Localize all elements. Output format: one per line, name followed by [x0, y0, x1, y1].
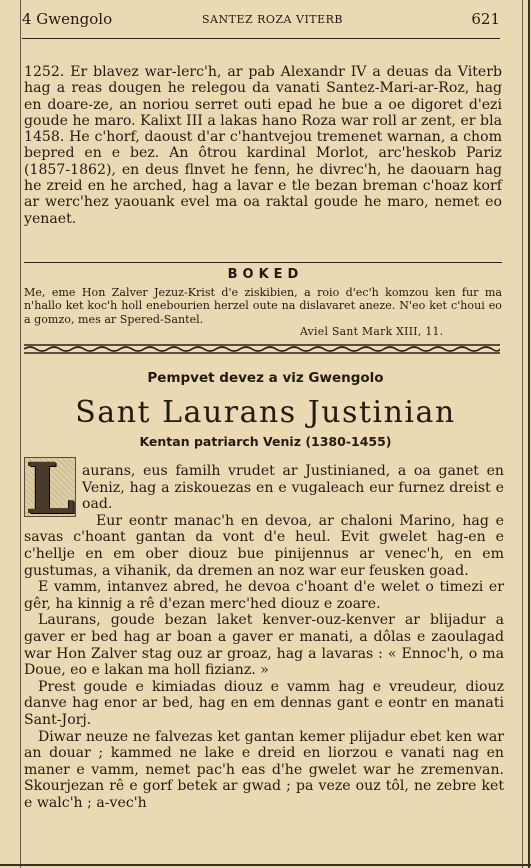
- boked-quote: Me, eme Hon Zalver Jezuz-Krist d'e ziskibien, a roio d'ec'h komzou ken fur ma n'hallo ket koc'h holl enebourien herzel oute na dislavaret aneze. N'eo ket c'houi eo a gomzo, mes ar Spered-Santel.: [24, 286, 502, 326]
- footer-rule: [0, 864, 531, 866]
- body-paragraph-text: aurans, eus familh vrudet ar Justinianed, a oa ganet en Veniz, hag a ziskouezas en e vugaleach eur furnez dreist e oad.: [82, 463, 504, 513]
- quote-reference: Aviel Sant Mark XIII, 11.: [300, 325, 444, 338]
- header-rule: [22, 38, 500, 39]
- header-title: SANTEZ ROZA VITERB: [202, 13, 344, 26]
- drop-cap-letter: L: [26, 447, 76, 530]
- section-rule: [24, 262, 502, 263]
- intro-paragraph: 1252. Er blavez war-lerc'h, ar pab Alexandr IV a deuas da Viterb hag a reas dougen he relegou da vanati Santez-Mari-ar-Roz, hag en doare-ze, an noriou serret outi epad he bue a oe digoret d'ezi goude he maro. Kalixt III a lakas hano Roza war roll ar zent, er bla 1458. He c'horf, daoust d'ar c'hantvejou tremenet warnan, a chom bepred en e bez. An ôtrou kardinal Morlot, arc'heskob Pariz (1857-1862), en deus flnvet he fenn, he divrec'h, he daouarn hag he zreid en he arched, hag a lavar e tle bezan breman c'hoaz korf ar werc'hez yaouank evel ma oa raktal goude he maro, nemet eo yenaet.: [24, 64, 502, 227]
- body-paragraph: Eur eontr manac'h en devoa, ar chaloni Marino, hag e savas c'hoant gantan da vont d'e heul. Evit gwelet hag-en e c'hellje en em ober diouz bue pinijennus ar venec'h, en em gustumas, a vihanik, da dremen an noz war eur feusken goad.: [24, 512, 504, 579]
- header-date: 4 Gwengolo: [22, 10, 113, 28]
- saint-title: Sant Laurans Justinian: [75, 395, 456, 430]
- body-paragraph: E vamm, intanvez abred, he devoa c'hoant d'e welet o timezi er gêr, ha kinnig a rê d'ezan merc'hed diouz e zoare.: [24, 579, 504, 612]
- running-header: [22, 10, 500, 36]
- saint-subtitle: Kentan patriarch Veniz (1380-1455): [139, 434, 392, 449]
- drop-cap-initial: [24, 447, 76, 530]
- day-heading: Pempvet devez a viz Gwengolo: [147, 370, 384, 386]
- body-paragraph: Diwar neuze ne falvezas ket gantan kemer plijadur ebet ken war an douar ; kammed ne lake e dreid en liorzou e vanati nag en maner e vamm, nemet pac'h eas d'he gwelet war he zremenvan. Skourjezan rê e gorf betek ar gwad ; pa veze ouz tôl, ne zebre ket e walc'h ; a-vec'h: [24, 728, 504, 811]
- ornamental-divider: [24, 344, 500, 354]
- body-paragraph: Prest goude e kimiadas diouz e vamm hag e vreudeur, diouz danve hag enor ar bed, hag en em dennas gant e eontr en manati Sant-Jorj.: [24, 678, 504, 728]
- body-paragraph: [24, 447, 504, 530]
- boked-title: BOKED: [227, 267, 304, 282]
- body-paragraph: Laurans, goude bezan laket kenver-ouz-kenver ar blijadur a gaver er bed hag ar boan a gaver er manati, a dôlas e zaoulagad war Hon Zalver stag ouz ar groaz, hag a lavaras : « Ennoc'h, o ma Doue, eo e lakan ma holl fizianz. »: [24, 612, 504, 679]
- page-number: 621: [471, 10, 500, 28]
- body-text: [24, 447, 504, 811]
